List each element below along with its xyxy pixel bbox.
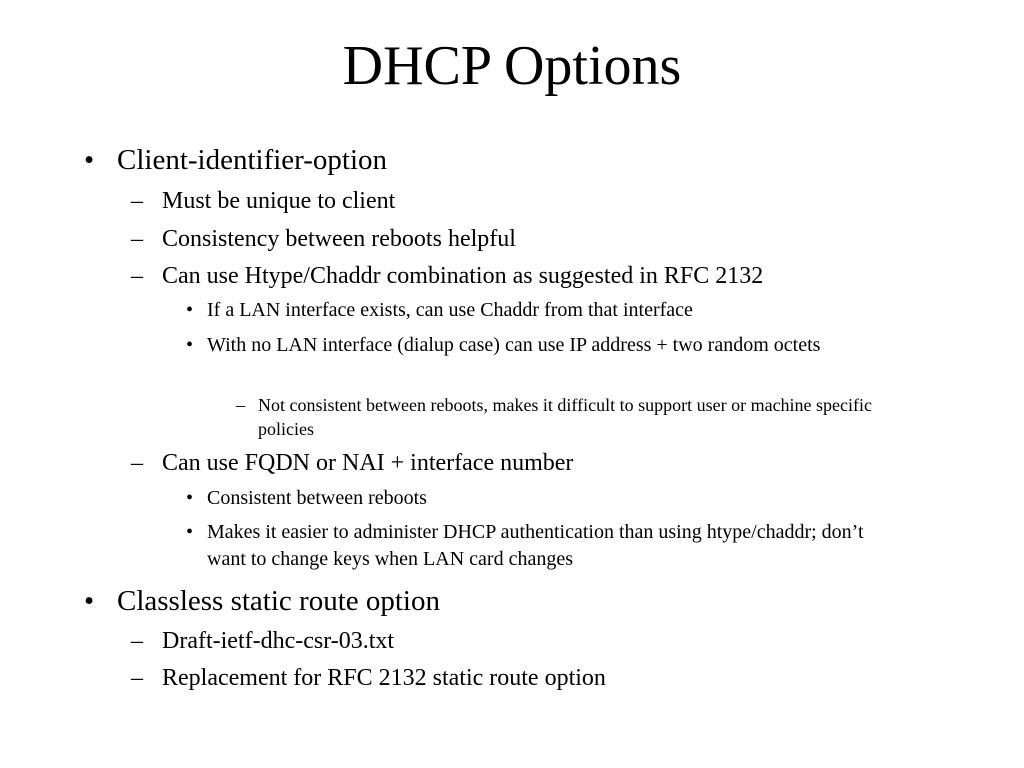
dash-icon: – bbox=[131, 628, 143, 654]
dash-icon: – bbox=[131, 450, 143, 476]
bullet-icon: • bbox=[84, 585, 95, 617]
sub-sub-item-lan-interface-exists: If a LAN interface exists, can use Chaddr from that interface bbox=[207, 299, 693, 321]
slide-title: DHCP Options bbox=[342, 35, 682, 97]
bullet-icon: • bbox=[186, 521, 194, 543]
sub-item-consistency-reboots: Consistency between reboots helpful bbox=[162, 226, 516, 252]
sub-item-replacement-rfc: Replacement for RFC 2132 static route option bbox=[162, 665, 606, 691]
dash-icon: – bbox=[131, 665, 143, 691]
level4-item-not-consistent: Not consistent between reboots, makes it difficult to support user or machine specific policies bbox=[258, 395, 873, 439]
bullet-client-identifier-option: Client-identifier-option bbox=[117, 144, 388, 176]
bullet-icon: • bbox=[84, 144, 95, 176]
sub-item-draft-csr: Draft-ietf-dhc-csr-03.txt bbox=[162, 628, 395, 654]
bullet-icon: • bbox=[186, 299, 194, 321]
dash-icon: – bbox=[131, 188, 143, 214]
sub-item-fqdn-nai: Can use FQDN or NAI + interface number bbox=[162, 450, 574, 476]
dash-icon: – bbox=[131, 226, 143, 252]
sub-sub-item-no-lan-interface: With no LAN interface (dialup case) can use IP address + two random octets bbox=[207, 334, 821, 356]
sub-item-htype-chaddr: Can use Htype/Chaddr combination as suggested in RFC 2132 bbox=[162, 263, 764, 289]
dash-icon: – bbox=[236, 395, 245, 415]
sub-item-unique-to-client: Must be unique to client bbox=[162, 188, 396, 214]
bullet-icon: • bbox=[186, 487, 194, 509]
sub-sub-item-consistent-reboots: Consistent between reboots bbox=[207, 487, 427, 509]
bullet-icon: • bbox=[186, 334, 194, 356]
sub-sub-item-dhcp-authentication: Makes it easier to administer DHCP authentication than using htype/chaddr; don’t want to change keys when LAN card changes bbox=[207, 521, 864, 570]
bullet-classless-static-route: Classless static route option bbox=[117, 585, 440, 617]
dash-icon: – bbox=[131, 263, 143, 289]
